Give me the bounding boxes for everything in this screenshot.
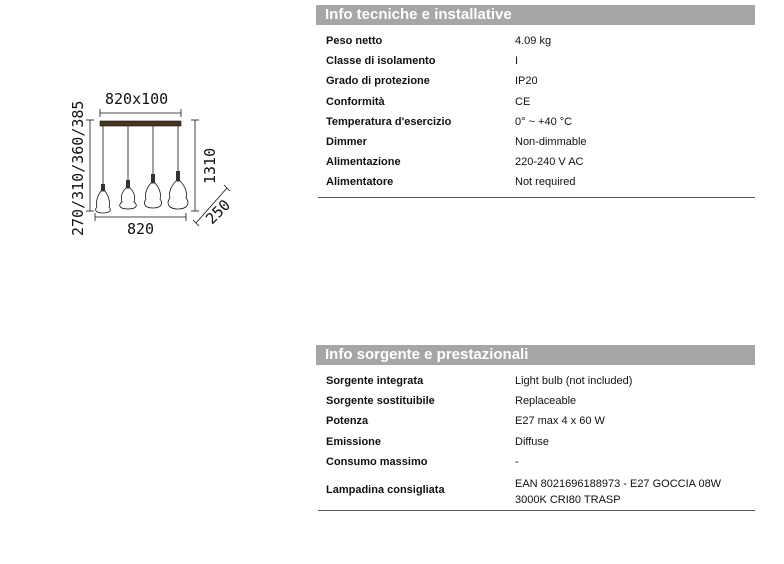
spec-label: Conformità xyxy=(326,95,385,108)
spec-value xyxy=(515,476,745,508)
spec-row-max-consumption xyxy=(318,452,755,472)
spec-label: Dimmer xyxy=(326,135,367,148)
spec-row-conformity xyxy=(318,92,755,112)
spec-label: Grado di protezione xyxy=(326,75,430,88)
source-section-header: Info sorgente e prestazionali xyxy=(316,345,755,365)
spec-label: Sorgente integrata xyxy=(326,375,424,387)
spec-row-integrated-source xyxy=(318,371,755,391)
spec-value: - xyxy=(515,455,519,468)
spec-row-insulation-class xyxy=(318,51,755,71)
spec-row-net-weight xyxy=(318,31,755,51)
spec-label: Alimentatore xyxy=(326,176,394,189)
spec-value: 4.09 kg xyxy=(515,35,552,47)
spec-value: I xyxy=(515,55,519,68)
table-divider xyxy=(318,510,755,511)
spec-label: Consumo massimo xyxy=(326,455,428,468)
canopy-bar xyxy=(100,121,181,126)
spec-value: 0° ~ +40 °C xyxy=(515,115,573,128)
drop-dimension-label: 270/310/360/385 xyxy=(69,100,87,236)
spec-value-line-1: EAN 8021696188973 - E27 GOCCIA 08W xyxy=(515,477,722,490)
spec-label: Peso netto xyxy=(326,35,383,47)
spec-label: Alimentazione xyxy=(326,156,401,169)
top-dimension-label: 820x100 xyxy=(105,90,169,108)
spec-label: Lampadina consigliata xyxy=(326,483,445,496)
spec-value: E27 max 4 x 60 W xyxy=(515,415,605,428)
spec-row-emission xyxy=(318,432,755,452)
spec-label: Classe di isolamento xyxy=(326,55,436,68)
spec-value: Diffuse xyxy=(515,435,550,448)
spec-value: CE xyxy=(515,95,531,108)
bottom-dimension-label: 820 xyxy=(127,220,155,238)
technical-spec-table xyxy=(318,31,755,198)
dimension-diagram xyxy=(60,80,250,240)
height-dimension-label: 1310 xyxy=(201,147,219,184)
spec-row-replaceable-source xyxy=(318,391,755,411)
spec-label: Temperatura d'esercizio xyxy=(326,115,452,128)
spec-row-power-supply xyxy=(318,152,755,172)
spec-value: 220-240 V AC xyxy=(515,156,584,169)
spec-value: Not required xyxy=(515,176,576,189)
lamp-shade-3 xyxy=(144,174,161,208)
spec-row-dimmer xyxy=(318,132,755,152)
spec-value-line-2: 3000K CRI80 TRASP xyxy=(515,493,621,506)
pendant-lamp-drawing xyxy=(60,80,250,240)
spec-label: Sorgente sostituibile xyxy=(326,395,435,408)
lamp-shade-4 xyxy=(168,171,188,209)
spec-label: Potenza xyxy=(326,415,369,428)
spec-row-protection-rating xyxy=(318,71,755,91)
spec-row-recommended-bulb xyxy=(318,472,755,506)
spec-row-operating-temperature xyxy=(318,112,755,132)
depth-dimension-label: 250 xyxy=(202,195,234,228)
source-spec-table xyxy=(318,371,755,511)
spec-value: Light bulb (not included) xyxy=(515,375,633,387)
spec-value: Replaceable xyxy=(515,395,577,408)
spec-label: Emissione xyxy=(326,435,382,448)
spec-row-driver xyxy=(318,172,755,192)
lamp-shade-1 xyxy=(96,184,111,213)
lamp-shade-2 xyxy=(120,180,136,209)
spec-row-power xyxy=(318,411,755,431)
spec-value: IP20 xyxy=(515,75,538,88)
spec-value: Non-dimmable xyxy=(515,135,587,148)
table-divider xyxy=(318,197,755,198)
technical-section-header: Info tecniche e installative xyxy=(316,5,755,25)
